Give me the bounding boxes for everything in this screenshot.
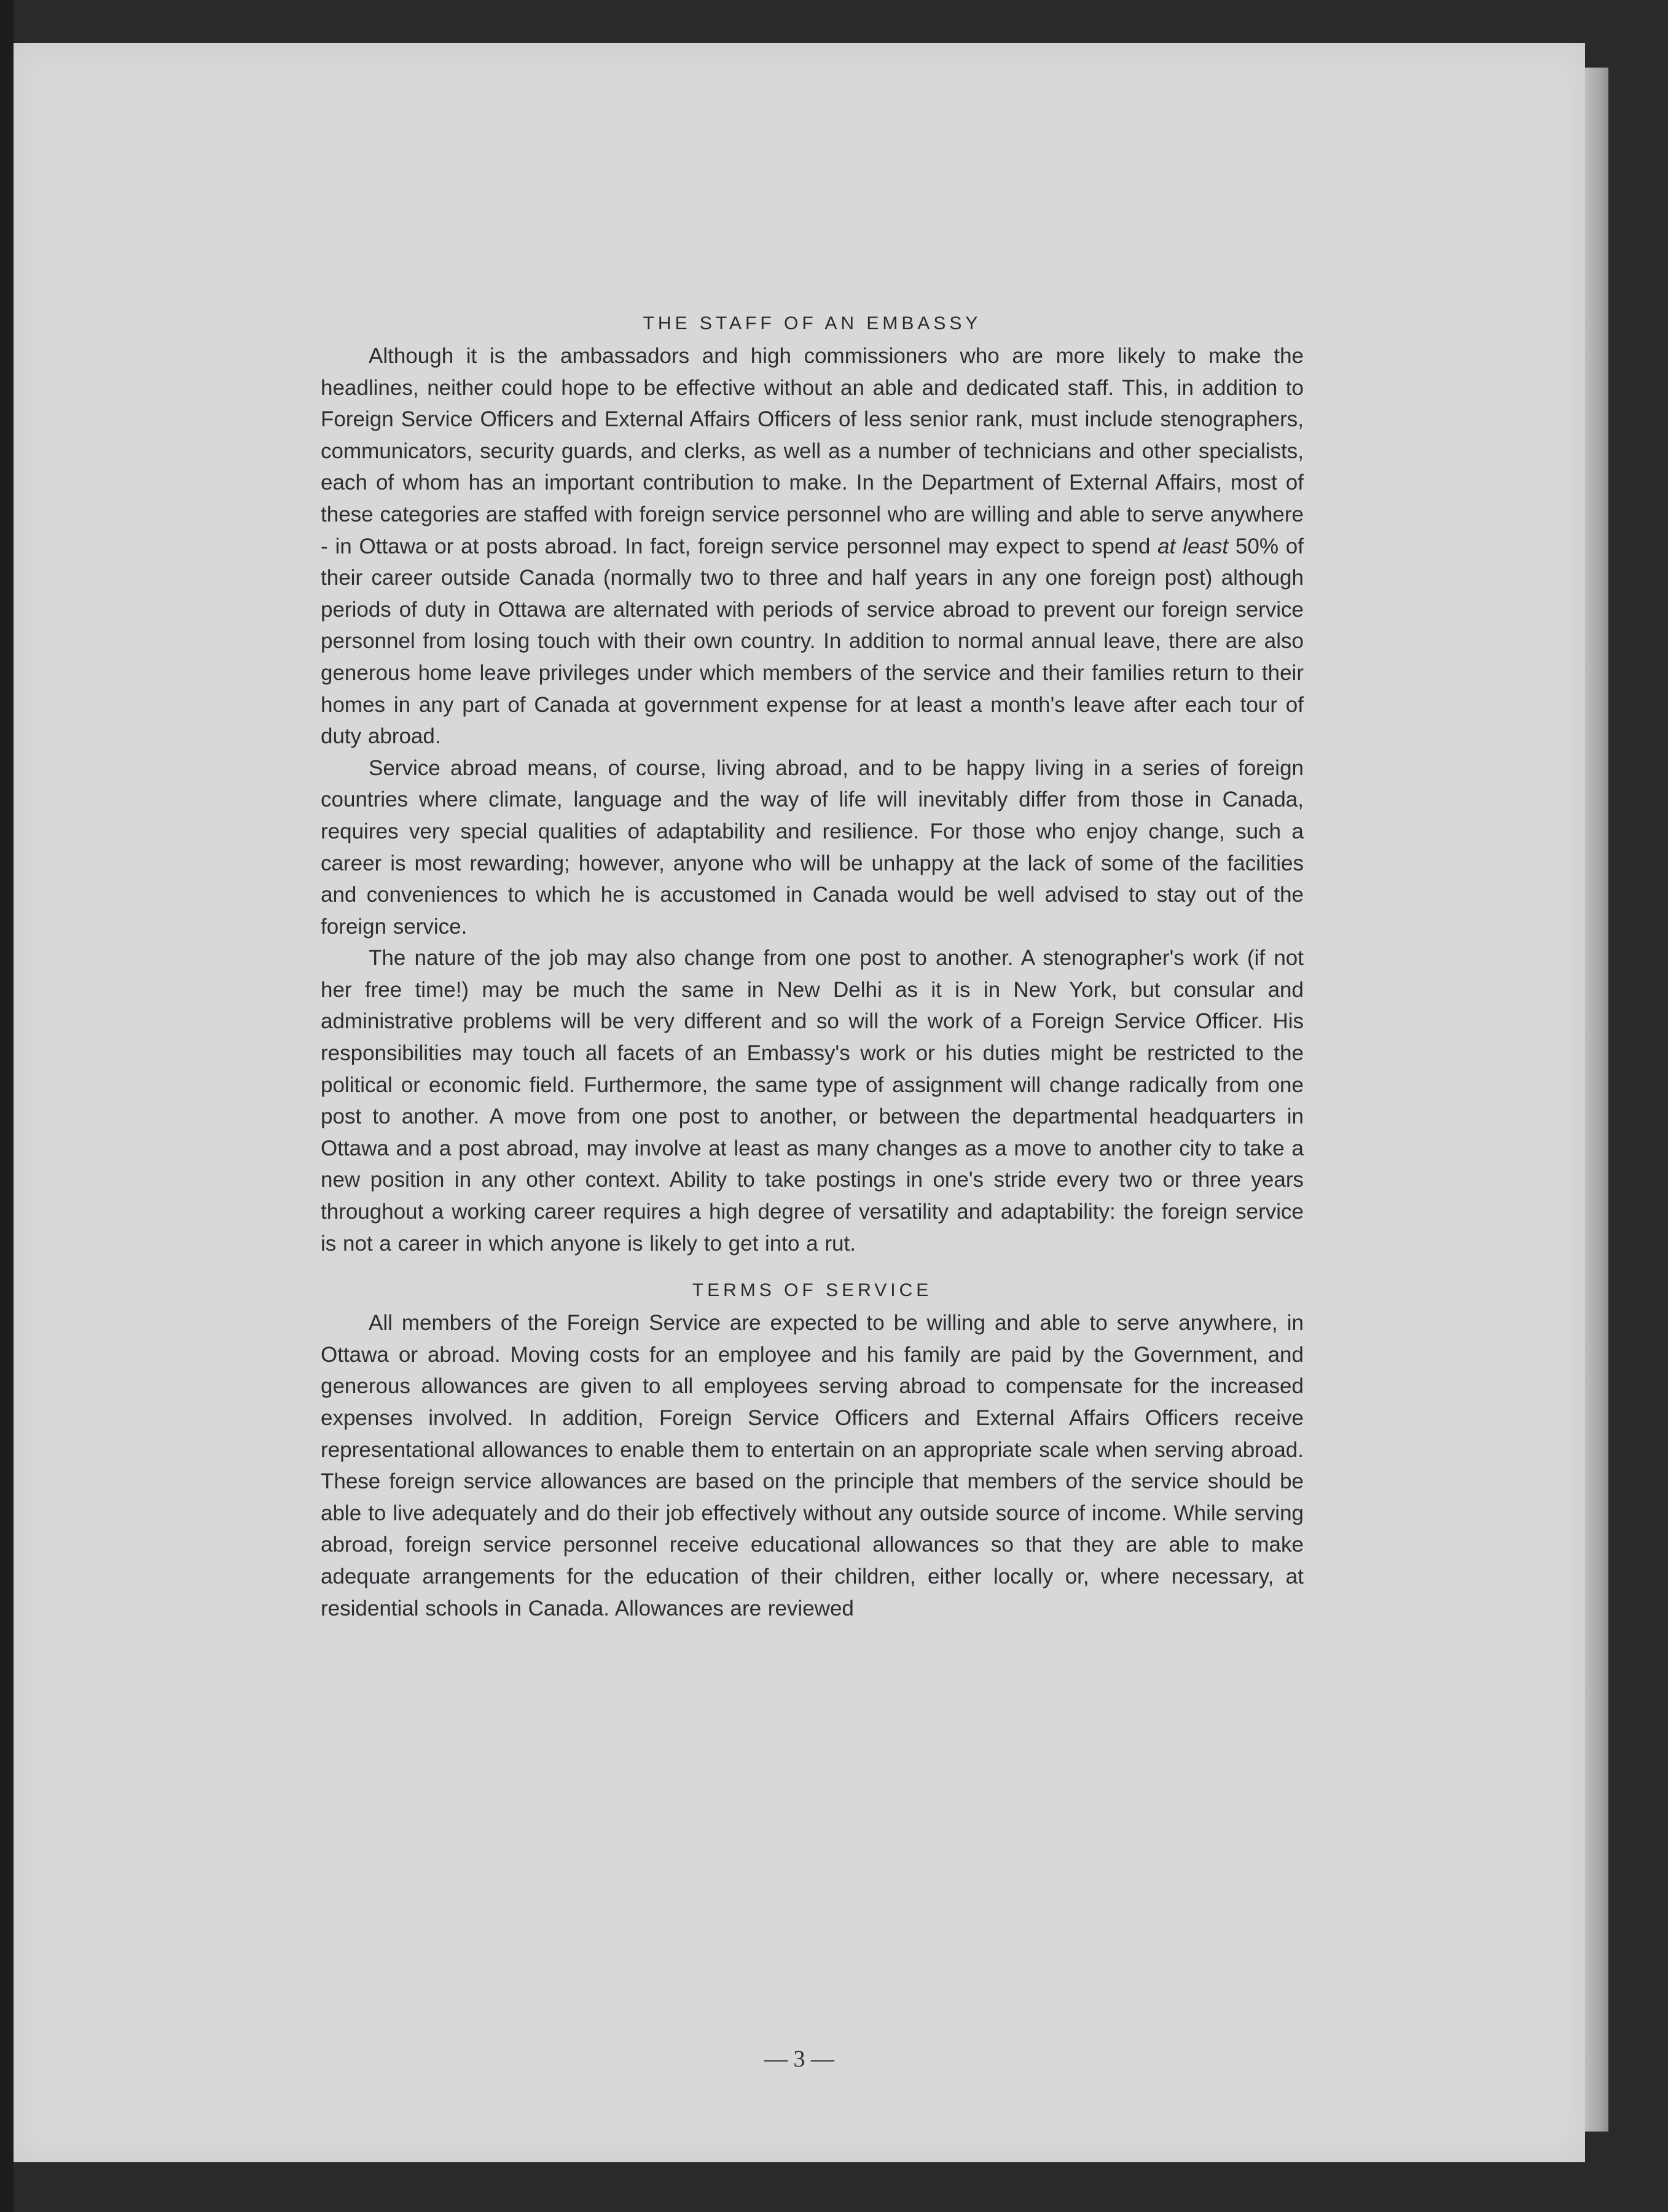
paragraph-text: Service abroad means, of course, living abroad, and to be happy living in a series of foreign countries where climate, language and the way of life will inevitably differ from those in Canada, requires very special qualities of adaptability and resilience. For those who enjoy change, such a career is most rewarding; however, anyone who will be unhappy at the lack of some of the facilities and conveniences to which he is accustomed in Canada would be well advised to stay out of the foreign service. <box>321 756 1304 939</box>
paragraph-text: All members of the Foreign Service are expected to be willing and able to serve anywhere, in Ottawa or abroad. Moving costs for an employee and his family are paid by the Government, and generous allowances are given to all employees serving abroad to compensate for the increased expenses involved. In addition, Foreign Service Officers and External Affairs Officers receive representational allowances to enable them to entertain on an appropriate scale when serving abroad. These foreign service allowances are based on the principle that members of the service should be able to live adequately and do their job effectively without any outside source of income. While serving abroad, foreign service personnel receive educational allowances so that they are able to make adequate arrangements for the education of their children, either locally or, where necessary, at residential schools in Canada. Allowances are reviewed <box>321 1311 1304 1620</box>
paragraph-text: Although it is the ambassadors and high commissioners who are more likely to make the headlines, neither could hope to be effective without an able and dedicated staff. This, in addition to Foreign Service Officers and External Affairs Officers of less senior rank, must include stenographers, communicators, security guards, and clerks, as well as a number of technicians and other specialists, each of whom has an important contribution to make. In the Department of External Affairs, most of these categories are staffed with foreign service personnel who are willing and able to serve anywhere - in Ottawa or at posts abroad. In fact, foreign service personnel may expect to spend <box>321 344 1304 558</box>
emphasis-text: at least <box>1157 534 1229 558</box>
section-heading-terms: TERMS OF SERVICE <box>692 1280 933 1301</box>
paragraph-terms-1 <box>321 1307 1304 1624</box>
paragraph-text: 50% of their career outside Canada (normally two to three and half years in any one foreign post) although periods of duty in Ottawa are alternated with periods of service abroad to prevent our foreign service personnel from losing touch with their own country. In addition to normal annual leave, there are also generous home leave privileges under which members of the service and their families return to their homes in any part of Canada at government expense for at least a month's leave after each tour of duty abroad. <box>321 534 1304 749</box>
paragraph-staff-2 <box>321 752 1304 943</box>
paragraph-staff-3 <box>321 942 1304 1259</box>
page-edge <box>1585 68 1608 2132</box>
page-content <box>321 313 1304 1624</box>
paragraph-text: The nature of the job may also change from one post to another. A stenographer's work (if not her free time!) may be much the same in New Delhi as it is in New York, but consular and administrative problems will be very different and so will the work of a Foreign Service Officer. His responsibilities may touch all facets of an Embassy's work or his duties might be restricted to the political or economic field. Furthermore, the same type of assignment will change radically from one post to another. A move from one post to another, or between the departmental headquarters in Ottawa and a post abroad, may involve at least as many changes as a move to another city to take a new position in any other context. Ability to take postings in one's stride every two or three years throughout a working career requires a high degree of versatility and adaptability: the foreign service is not a career in which anyone is likely to get into a rut. <box>321 946 1304 1256</box>
section-heading-staff: THE STAFF OF AN EMBASSY <box>643 313 982 334</box>
page-number: — 3 — <box>764 2046 834 2072</box>
binding-strip <box>0 0 14 2212</box>
paragraph-staff-1 <box>321 340 1304 752</box>
document-page <box>14 43 1585 2162</box>
